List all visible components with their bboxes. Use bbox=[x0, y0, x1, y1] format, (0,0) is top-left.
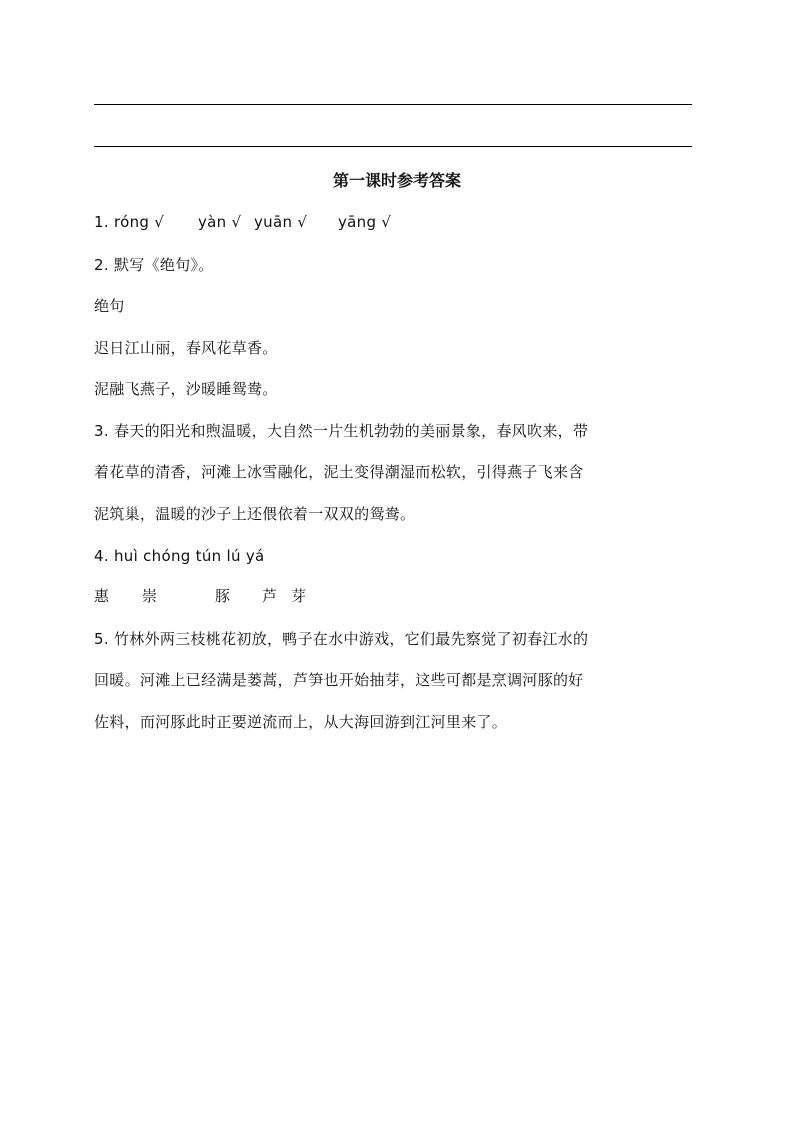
q4-pinyin: 4. huì chóng tún lú yá bbox=[94, 547, 265, 565]
q3-line-3: 泥筑巢，温暖的沙子上还偎依着一双双的鸳鸯。 bbox=[94, 505, 416, 523]
q3-line-1: 3. 春天的阳光和煦温暖，大自然一片生机勃勃的美丽景象，春风吹来，带 bbox=[94, 422, 589, 440]
q1-answer bbox=[94, 211, 694, 233]
answer-blank-line-1 bbox=[94, 104, 692, 105]
q4-hanzi-2: 崇 bbox=[142, 587, 158, 605]
q5-line-1: 5. 竹林外两三枝桃花初放，鸭子在水中游戏，它们最先察觉了初春江水的 bbox=[94, 630, 589, 648]
q1-item-1: 1. róng √ bbox=[94, 213, 165, 231]
q5-line-2: 回暖。河滩上已经满是蒌蒿，芦笋也开始抽芽，这些可都是烹调河豚的好 bbox=[94, 671, 584, 689]
poem-title: 绝句 bbox=[94, 297, 125, 315]
q5-line-3: 佐料，而河豚此时正要逆流而上，从大海回游到江河里来了。 bbox=[94, 713, 508, 731]
q4-hanzi-5: 芽 bbox=[291, 587, 307, 605]
q1-item-3: yuān √ bbox=[254, 213, 308, 231]
q4-hanzi-3: 豚 bbox=[215, 587, 231, 605]
q1-item-2: yàn √ bbox=[198, 213, 242, 231]
q2-heading: 2. 默写《绝句》。 bbox=[94, 256, 214, 274]
page-title: 第一课时参考答案 bbox=[332, 171, 461, 190]
answer-blank-line-2 bbox=[94, 146, 692, 147]
q4-hanzi-1: 惠 bbox=[94, 587, 110, 605]
poem-line-2: 泥融飞燕子，沙暖睡鸳鸯。 bbox=[94, 380, 278, 398]
poem-line-1: 迟日江山丽，春风花草香。 bbox=[94, 339, 278, 357]
q1-item-4: yāng √ bbox=[338, 213, 392, 231]
q4-hanzi-4: 芦 bbox=[262, 587, 278, 605]
q3-line-2: 着花草的清香，河滩上冰雪融化，泥土变得潮湿而松软，引得燕子飞来含 bbox=[94, 463, 584, 481]
